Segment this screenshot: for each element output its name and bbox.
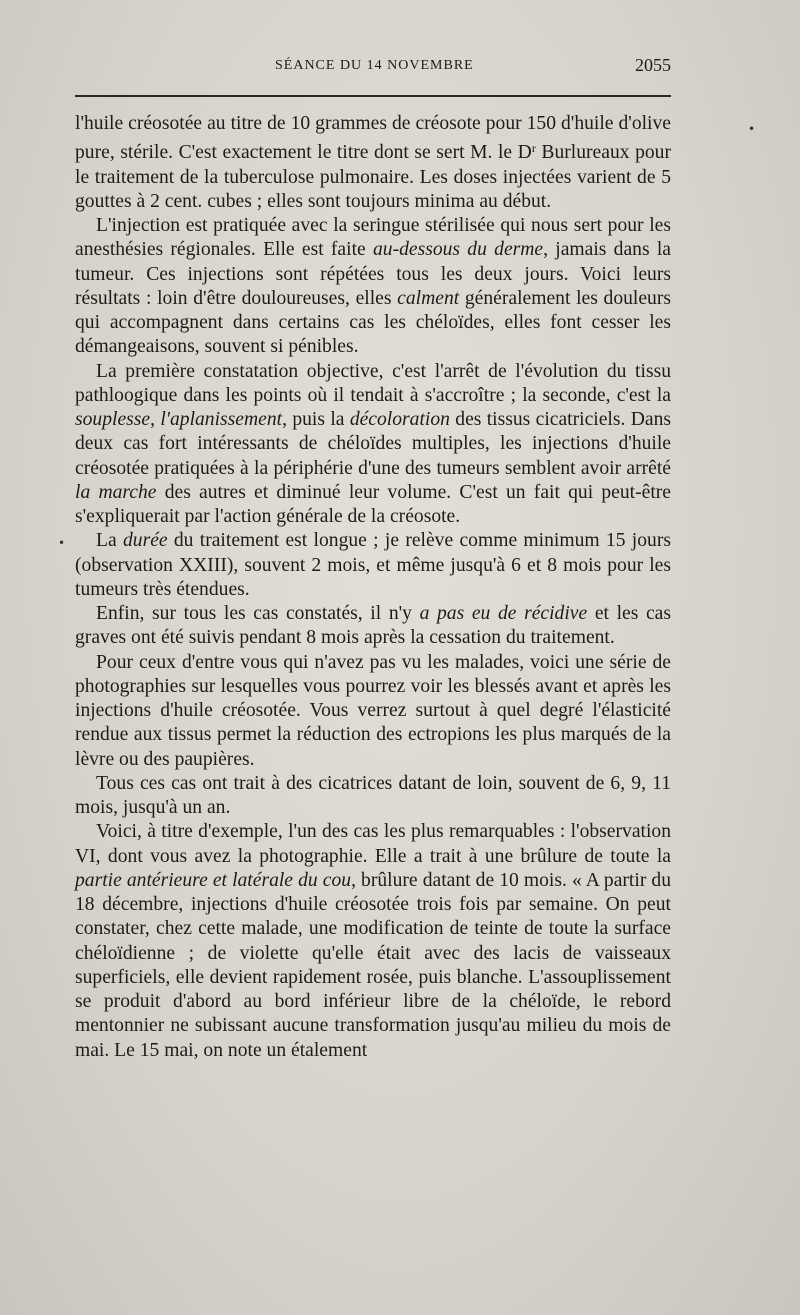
text-run: des autres et diminué leur volume. C'est un fait qui peut-être s'expliquerait par l'action générale de la créosote. — [75, 481, 671, 527]
text-run: Enfin, sur tous les cas constatés, il n'y — [96, 603, 420, 624]
page-number: 2055 — [635, 55, 671, 75]
page-header — [75, 52, 671, 86]
text-run: , — [150, 409, 161, 430]
text-run: Tous ces cas ont trait à des cicatrices datant de loin, souvent de 6, 9, 11 mois, jusqu'à un an. — [75, 772, 671, 818]
margin-dot-mark: • — [58, 536, 66, 550]
text-run: généralement les douleurs qui accompagnent dans certains cas les chéloïdes, elles font cesser les démangeaisons, souvent si pénibles. — [75, 287, 672, 358]
italic-text: durée — [122, 530, 168, 552]
italic-text: au-dessous du derme — [372, 239, 544, 261]
text-run: l'huile créosotée au titre de 10 grammes de créosote pour 150 d'huile d'olive pure, stérile. C'est exactement le titre dont se sert M. le D — [75, 113, 671, 164]
body-text — [75, 112, 671, 1063]
paragraph — [75, 772, 671, 821]
running-title: SÉANCE DU 14 NOVEMBRE — [275, 58, 474, 73]
italic-text: la marche — [75, 481, 157, 503]
margin-dot-mark: • — [748, 122, 756, 136]
paragraph — [75, 214, 671, 360]
text-run: des tissus cicatriciels. Dans deux cas fort intéressants de chéloïdes multiples, les injections d'huile créosotée pratiquées à la périphérie d'une des tumeurs semblent avoir arrêté — [75, 409, 671, 479]
paragraph — [75, 602, 671, 651]
text-run: La première constatation objective, c'est l'arrêt de l'évolution du tissu pathloogique dans les points où il tendait à s'accroître ; la seconde, c'est la — [75, 360, 671, 406]
text-run: , brûlure datant de 10 mois. « A partir du 18 décembre, injections d'huile créosotée trois fois par semaine. On peut constater, chez cette malade, une modification de teinte de toute la surface chéloïdienne ; de violette qu'elle était avec des lacis de vaisseaux superficiels, elle devient rapidement rosée, puis blanche. L'assouplissement se produit d'abord au bord inférieur libre de la chéloïde, le rebord mentonnier ne subissant aucune transformation jusqu'au milieu du mois de mai. Le 15 mai, on note un étalement — [75, 869, 672, 1061]
paragraph — [75, 360, 671, 530]
italic-text: a pas eu de récidive — [419, 603, 588, 624]
paragraph — [75, 820, 671, 1063]
italic-text: décoloration — [349, 409, 450, 430]
text-run: , jamais dans la tumeur. Ces injections sont répétées tous les deux jours. Voici leurs résultats : loin d'être douloureuses, elles — [75, 239, 671, 309]
text-run: , puis la — [282, 409, 350, 430]
text-run: Pour ceux d'entre vous qui n'avez pas vu les malades, voici une série de photographies sur lesquelles vous pourrez voir les blessés avant et après les injections d'huile créosotée. Vous verrez surtout à quel degré l'élasticité rendue aux tissus permet la réduction des ectropions les plus marqués de la lèvre ou des paupières. — [75, 651, 671, 770]
paragraph — [75, 529, 671, 602]
superscript-text: r — [531, 141, 536, 156]
text-run: La — [96, 530, 123, 552]
italic-text: l'aplanissement — [160, 409, 283, 430]
italic-text: souplesse — [75, 409, 151, 430]
text-run: Burlureaux pour le traitement de la tuberculose pulmonaire. Les doses injectées varient de 5 gouttes à 2 cent. cubes ; elles sont toujours minima au début. — [75, 142, 671, 212]
text-run: L'injection est pratiquée avec la seringue stérilisée qui nous sert pour les anesthésies régionales. Elle est faite — [75, 215, 671, 261]
paragraph — [75, 112, 671, 214]
text-run: du traitement est longue ; je relève comme minimum 15 jours (observation XXIII), souvent 2 mois, et même jusqu'à 6 et 8 mois pour les tumeurs très étendues. — [75, 530, 671, 600]
text-run: et les cas graves ont été suivis pendant 8 mois après la cessation du traitement. — [75, 603, 671, 649]
header-rule — [75, 95, 671, 97]
italic-text: partie antérieure et latérale du cou — [75, 869, 352, 891]
text-run: Voici, à titre d'exemple, l'un des cas les plus remarquables : l'observation VI, dont vous avez la photographie. Elle a trait à une brûlure de toute la — [75, 821, 671, 867]
paragraph — [75, 651, 671, 772]
italic-text: calment — [397, 287, 460, 309]
